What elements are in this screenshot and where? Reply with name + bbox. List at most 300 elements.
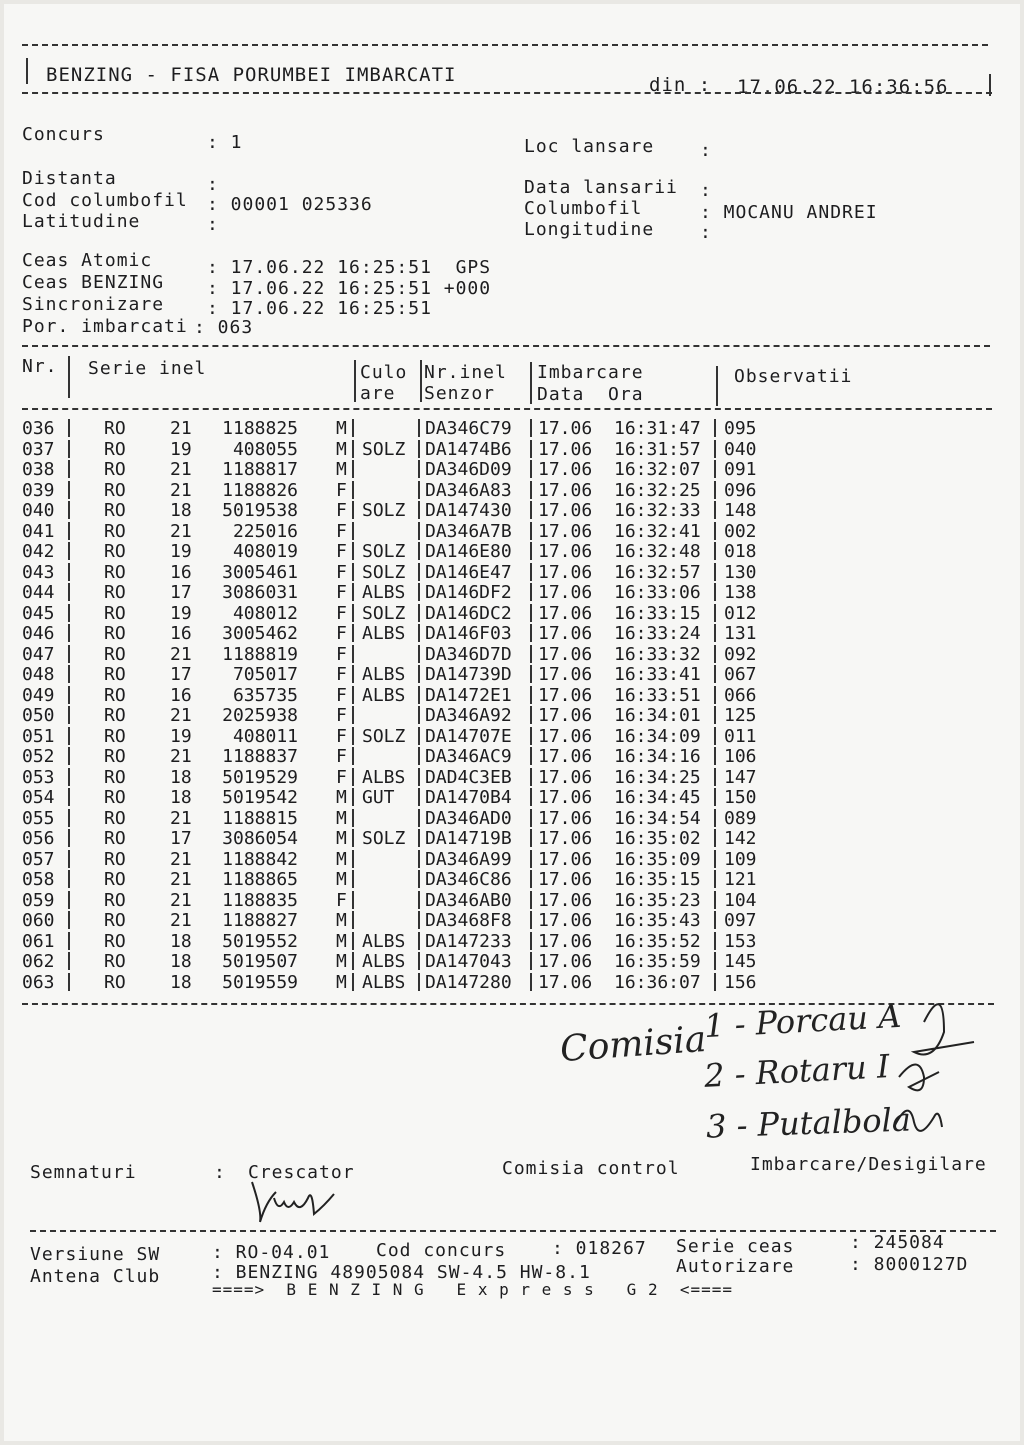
cell-year: 18 (170, 500, 192, 521)
column-separator (530, 809, 532, 827)
sincronizare-value: : 17.06.22 16:25:51 (207, 298, 432, 319)
ceas-atomic-label: Ceas Atomic (22, 250, 153, 271)
cell-sensor: DA1474B6 (425, 438, 512, 460)
column-separator (418, 624, 420, 642)
cell-ring-number: 5019542 (222, 787, 298, 808)
cell-sensor: DA346A92 (425, 705, 512, 726)
cell-date: 17.06 (538, 869, 593, 890)
cell-year: 21 (170, 746, 192, 767)
cell-color: SOLZ (362, 602, 406, 624)
cell-nr: 059 (22, 889, 55, 911)
versiune-sw-label: Versiune SW (30, 1244, 161, 1265)
table-row (22, 418, 782, 438)
cell-country: RO (104, 910, 126, 931)
cell-year: 19 (170, 602, 192, 624)
cell-observatii: 106 (724, 746, 757, 767)
imbarcare-desigilare-label: Imbarcare/Desigilare (750, 1154, 987, 1175)
column-separator (714, 501, 716, 519)
column-separator (714, 460, 716, 478)
cell-country: RO (104, 459, 126, 480)
column-separator (530, 891, 532, 909)
cell-observatii: 104 (724, 889, 757, 911)
cell-date: 17.06 (538, 520, 593, 542)
cell-ring-number: 5019507 (222, 951, 298, 972)
cell-ring-number: 5019552 (222, 930, 298, 952)
cell-country: RO (104, 623, 126, 644)
cell-year: 18 (170, 787, 192, 808)
cell-year: 19 (170, 438, 192, 460)
column-separator (352, 440, 354, 458)
cell-sensor: DA147280 (425, 971, 512, 993)
cell-color: SOLZ (362, 438, 406, 460)
cell-date: 17.06 (538, 561, 593, 583)
column-separator (714, 583, 716, 601)
column-separator (530, 952, 532, 970)
column-separator (418, 973, 420, 991)
cell-nr: 043 (22, 561, 55, 583)
cell-date: 17.06 (538, 951, 593, 972)
cell-time: 16:33:06 (614, 582, 701, 603)
cell-date: 17.06 (538, 479, 593, 501)
column-separator (418, 686, 420, 704)
cell-date: 17.06 (538, 766, 593, 788)
header-top-rule (22, 44, 988, 46)
cell-year: 21 (170, 807, 192, 829)
column-separator (530, 911, 532, 929)
column-separator (530, 419, 532, 437)
cell-sex: M (336, 869, 347, 890)
column-separator (714, 911, 716, 929)
cell-sensor: DA346D09 (425, 459, 512, 480)
column-separator (530, 706, 532, 724)
cell-ring-number: 3086054 (222, 828, 298, 849)
column-separator (714, 891, 716, 909)
column-separator (530, 604, 532, 622)
cell-time: 16:31:57 (614, 438, 701, 460)
header-divider-2 (354, 360, 356, 402)
cell-ring-number: 1188819 (222, 643, 298, 665)
porumbei-imbarcati-value: : 063 (194, 317, 254, 338)
cell-nr: 058 (22, 869, 55, 890)
column-separator (418, 645, 420, 663)
column-separator (530, 481, 532, 499)
cell-ring-number: 2025938 (222, 705, 298, 726)
cell-nr: 052 (22, 746, 55, 767)
cell-nr: 047 (22, 643, 55, 665)
cell-ring-number: 5019559 (222, 971, 298, 993)
cell-date: 17.06 (538, 930, 593, 952)
cell-sex: F (336, 479, 347, 501)
column-separator (418, 788, 420, 806)
cell-color: ALBS (362, 664, 406, 685)
cell-ring-number: 408012 (232, 602, 298, 624)
table-header-bottom-rule (22, 408, 992, 410)
cell-year: 17 (170, 828, 192, 849)
cell-observatii: 150 (724, 787, 757, 808)
cell-time: 16:35:43 (614, 910, 701, 931)
header-bottom-rule (22, 92, 992, 94)
cell-country: RO (104, 930, 126, 952)
cell-sex: F (336, 582, 347, 603)
column-separator (352, 522, 354, 540)
cell-year: 18 (170, 951, 192, 972)
cell-date: 17.06 (538, 889, 593, 911)
table-row (22, 459, 782, 479)
column-separator (68, 952, 70, 970)
column-separator (68, 481, 70, 499)
table-row (22, 480, 782, 500)
cell-year: 21 (170, 910, 192, 931)
cell-date: 17.06 (538, 664, 593, 685)
cell-year: 21 (170, 705, 192, 726)
cell-country: RO (104, 684, 126, 706)
cell-sensor: DA1470B4 (425, 787, 512, 808)
cell-year: 19 (170, 541, 192, 562)
cell-color: SOLZ (362, 725, 406, 747)
cell-ring-number: 1188826 (222, 479, 298, 501)
cell-observatii: 012 (724, 602, 757, 624)
column-separator (714, 624, 716, 642)
columbofil-value: : MOCANU ANDREI (700, 202, 878, 223)
cell-observatii: 091 (724, 459, 757, 480)
column-separator (714, 665, 716, 683)
column-separator (68, 727, 70, 745)
autorizare-label: Autorizare (676, 1256, 795, 1277)
cell-ring-number: 635735 (232, 684, 298, 706)
cell-date: 17.06 (538, 418, 593, 439)
column-separator (530, 829, 532, 847)
column-separator (352, 727, 354, 745)
ceas-benzing-value: : 17.06.22 16:25:51 +000 (207, 278, 492, 299)
column-separator (418, 440, 420, 458)
cell-color: ALBS (362, 951, 406, 972)
column-separator (530, 747, 532, 765)
header-left-bar (26, 58, 28, 84)
column-separator (352, 850, 354, 868)
sincronizare-label: Sincronizare (22, 294, 165, 315)
cell-ring-number: 408011 (232, 725, 298, 747)
col-serie-header: Serie inel (88, 358, 207, 379)
table-row (22, 623, 782, 643)
cell-observatii: 092 (724, 643, 757, 665)
din-datetime: 17.06.22 16:36:56 (737, 76, 949, 98)
column-separator (418, 727, 420, 745)
table-row (22, 951, 782, 971)
cell-ring-number: 1188837 (222, 746, 298, 767)
cell-sex: F (336, 705, 347, 726)
cell-nr: 046 (22, 623, 55, 644)
cell-country: RO (104, 951, 126, 972)
cell-date: 17.06 (538, 438, 593, 460)
table-row (22, 664, 782, 684)
cell-observatii: 096 (724, 479, 757, 501)
table-row (22, 705, 782, 725)
cell-sensor: DA346A7B (425, 520, 512, 542)
cell-date: 17.06 (538, 500, 593, 521)
column-separator (352, 932, 354, 950)
cell-time: 16:35:09 (614, 848, 701, 870)
col-nrinel-header: Nr.inel (424, 362, 507, 383)
column-separator (68, 850, 70, 868)
cell-country: RO (104, 828, 126, 849)
cell-time: 16:34:16 (614, 746, 701, 767)
cell-observatii: 018 (724, 541, 757, 562)
cell-color: GUT (362, 787, 395, 808)
cell-sensor: DA146E47 (425, 561, 512, 583)
benzing-express-banner: ====> B E N Z I N G E x p r e s s G 2 <==== (212, 1280, 734, 1299)
loc-lansare-value: : (700, 140, 712, 161)
columbofil-label: Columbofil (524, 198, 643, 219)
column-separator (530, 542, 532, 560)
concurs-label: Concurs (22, 124, 105, 145)
cell-country: RO (104, 807, 126, 829)
column-separator (714, 604, 716, 622)
column-separator (68, 829, 70, 847)
cell-ring-number: 1188835 (222, 889, 298, 911)
cell-sex: M (336, 951, 347, 972)
header-divider-1 (68, 356, 70, 398)
cell-nr: 037 (22, 438, 55, 460)
cell-time: 16:32:48 (614, 541, 701, 562)
column-separator (68, 624, 70, 642)
column-separator (418, 768, 420, 786)
column-separator (418, 419, 420, 437)
column-separator (68, 768, 70, 786)
cod-columbofil-label: Cod columbofil (22, 190, 188, 211)
antena-club-value: : BENZING 48905084 SW-4.5 HW-8.1 (212, 1262, 591, 1283)
loc-lansare-label: Loc lansare (524, 136, 655, 157)
cell-color: SOLZ (362, 541, 406, 562)
cell-ring-number: 1188815 (222, 807, 298, 829)
column-separator (418, 542, 420, 560)
cell-time: 16:34:09 (614, 725, 701, 747)
cell-sex: M (336, 418, 347, 439)
cell-nr: 060 (22, 910, 55, 931)
column-separator (418, 604, 420, 622)
cell-sensor: DA146DF2 (425, 582, 512, 603)
cell-color: ALBS (362, 766, 406, 788)
column-separator (530, 583, 532, 601)
column-separator (418, 952, 420, 970)
table-row (22, 562, 782, 582)
col-imbarcare-header-2: Data Ora (537, 384, 644, 405)
cell-time: 16:34:25 (614, 766, 701, 788)
cell-sensor: DA3468F8 (425, 910, 512, 931)
column-separator (418, 911, 420, 929)
cell-nr: 062 (22, 951, 55, 972)
cell-sex: M (336, 828, 347, 849)
cell-nr: 050 (22, 705, 55, 726)
column-separator (418, 850, 420, 868)
header-divider-4 (530, 362, 532, 404)
cell-observatii: 097 (724, 910, 757, 931)
cell-nr: 044 (22, 582, 55, 603)
table-row (22, 500, 782, 520)
column-separator (352, 788, 354, 806)
cell-time: 16:35:52 (614, 930, 701, 952)
column-separator (352, 768, 354, 786)
column-separator (68, 501, 70, 519)
column-separator (530, 686, 532, 704)
cell-country: RO (104, 746, 126, 767)
distanta-value: : (207, 174, 219, 195)
cell-time: 16:36:07 (614, 971, 701, 993)
cell-country: RO (104, 766, 126, 788)
cell-date: 17.06 (538, 459, 593, 480)
column-separator (530, 645, 532, 663)
table-row (22, 746, 782, 766)
distanta-label: Distanta (22, 168, 117, 189)
cell-year: 17 (170, 582, 192, 603)
cell-date: 17.06 (538, 623, 593, 644)
cell-date: 17.06 (538, 602, 593, 624)
latitudine-label: Latitudine (22, 211, 141, 232)
column-separator (714, 440, 716, 458)
cell-sex: F (336, 684, 347, 706)
cell-country: RO (104, 500, 126, 521)
column-separator (530, 440, 532, 458)
column-separator (714, 727, 716, 745)
cell-year: 16 (170, 561, 192, 583)
cell-ring-number: 705017 (232, 664, 298, 685)
longitudine-value: : (700, 222, 712, 243)
column-separator (352, 952, 354, 970)
cell-country: RO (104, 602, 126, 624)
cell-country: RO (104, 520, 126, 542)
cell-date: 17.06 (538, 643, 593, 665)
cell-observatii: 095 (724, 418, 757, 439)
col-culoare-header: Culo (360, 362, 408, 383)
cell-ring-number: 5019529 (222, 766, 298, 788)
cell-sex: F (336, 766, 347, 788)
column-separator (418, 665, 420, 683)
column-separator (68, 911, 70, 929)
column-separator (352, 665, 354, 683)
col-observatii-header: Observatii (734, 366, 853, 387)
porumbei-imbarcati-label: Por. imbarcati (22, 316, 188, 337)
column-separator (530, 932, 532, 950)
column-separator (714, 419, 716, 437)
header-divider-5 (716, 366, 718, 406)
cell-sensor: DA346C86 (425, 869, 512, 890)
cell-year: 21 (170, 418, 192, 439)
cell-observatii: 011 (724, 725, 757, 747)
cell-sensor: DA147233 (425, 930, 512, 952)
cell-country: RO (104, 582, 126, 603)
cell-color: ALBS (362, 930, 406, 952)
cell-observatii: 130 (724, 561, 757, 583)
cell-observatii: 109 (724, 848, 757, 870)
cell-sensor: DA14719B (425, 828, 512, 849)
cell-sex: F (336, 643, 347, 665)
cell-ring-number: 5019538 (222, 500, 298, 521)
table-row (22, 767, 782, 787)
cell-ring-number: 225016 (232, 520, 298, 542)
cell-nr: 051 (22, 725, 55, 747)
cell-year: 18 (170, 766, 192, 788)
column-separator (714, 952, 716, 970)
cell-year: 21 (170, 869, 192, 890)
column-separator (352, 706, 354, 724)
table-row (22, 828, 782, 848)
cell-year: 21 (170, 889, 192, 911)
column-separator (352, 891, 354, 909)
column-separator (352, 501, 354, 519)
cell-year: 21 (170, 643, 192, 665)
cell-sensor: DA14707E (425, 725, 512, 747)
cell-date: 17.06 (538, 582, 593, 603)
cell-sex: F (336, 623, 347, 644)
cell-year: 16 (170, 684, 192, 706)
cell-time: 16:35:15 (614, 869, 701, 890)
column-separator (68, 686, 70, 704)
cell-time: 16:35:23 (614, 889, 701, 911)
table-row (22, 603, 782, 623)
cell-sex: F (336, 561, 347, 583)
cell-sensor: DA146E80 (425, 541, 512, 562)
cell-date: 17.06 (538, 746, 593, 767)
cell-country: RO (104, 848, 126, 870)
table-row (22, 541, 782, 561)
column-separator (418, 563, 420, 581)
cell-observatii: 040 (724, 438, 757, 460)
cell-color: ALBS (362, 623, 406, 644)
column-separator (68, 788, 70, 806)
header-divider-3 (420, 360, 422, 402)
cell-nr: 061 (22, 930, 55, 952)
cell-observatii: 156 (724, 971, 757, 993)
handwritten-member-1: 1 - Porcau A (703, 996, 903, 1046)
column-separator (530, 870, 532, 888)
table-row (22, 726, 782, 746)
column-separator (68, 604, 70, 622)
cell-observatii: 125 (724, 705, 757, 726)
table-row (22, 972, 782, 992)
cell-time: 16:33:32 (614, 643, 701, 665)
cell-ring-number: 1188825 (222, 418, 298, 439)
cell-sensor: DA146DC2 (425, 602, 512, 624)
cell-sex: F (336, 500, 347, 521)
column-separator (68, 747, 70, 765)
cell-date: 17.06 (538, 828, 593, 849)
column-separator (530, 788, 532, 806)
column-separator (714, 870, 716, 888)
column-separator (68, 440, 70, 458)
cell-sex: M (336, 438, 347, 460)
cell-sensor: DA1472E1 (425, 684, 512, 706)
column-separator (68, 583, 70, 601)
column-separator (352, 563, 354, 581)
column-separator (352, 419, 354, 437)
column-separator (352, 460, 354, 478)
cell-sensor: DA346AB0 (425, 889, 512, 911)
column-separator (714, 542, 716, 560)
cell-year: 16 (170, 623, 192, 644)
cell-ring-number: 408055 (232, 438, 298, 460)
data-lansarii-value: : (700, 180, 712, 201)
cell-observatii: 148 (724, 500, 757, 521)
cell-sex: F (336, 889, 347, 911)
cell-time: 16:34:01 (614, 705, 701, 726)
cell-observatii: 142 (724, 828, 757, 849)
table-header-top-rule (22, 345, 990, 347)
cell-sensor: DA346D7D (425, 643, 512, 665)
column-separator (68, 419, 70, 437)
column-separator (714, 563, 716, 581)
column-separator (352, 747, 354, 765)
column-separator (418, 829, 420, 847)
column-separator (714, 829, 716, 847)
